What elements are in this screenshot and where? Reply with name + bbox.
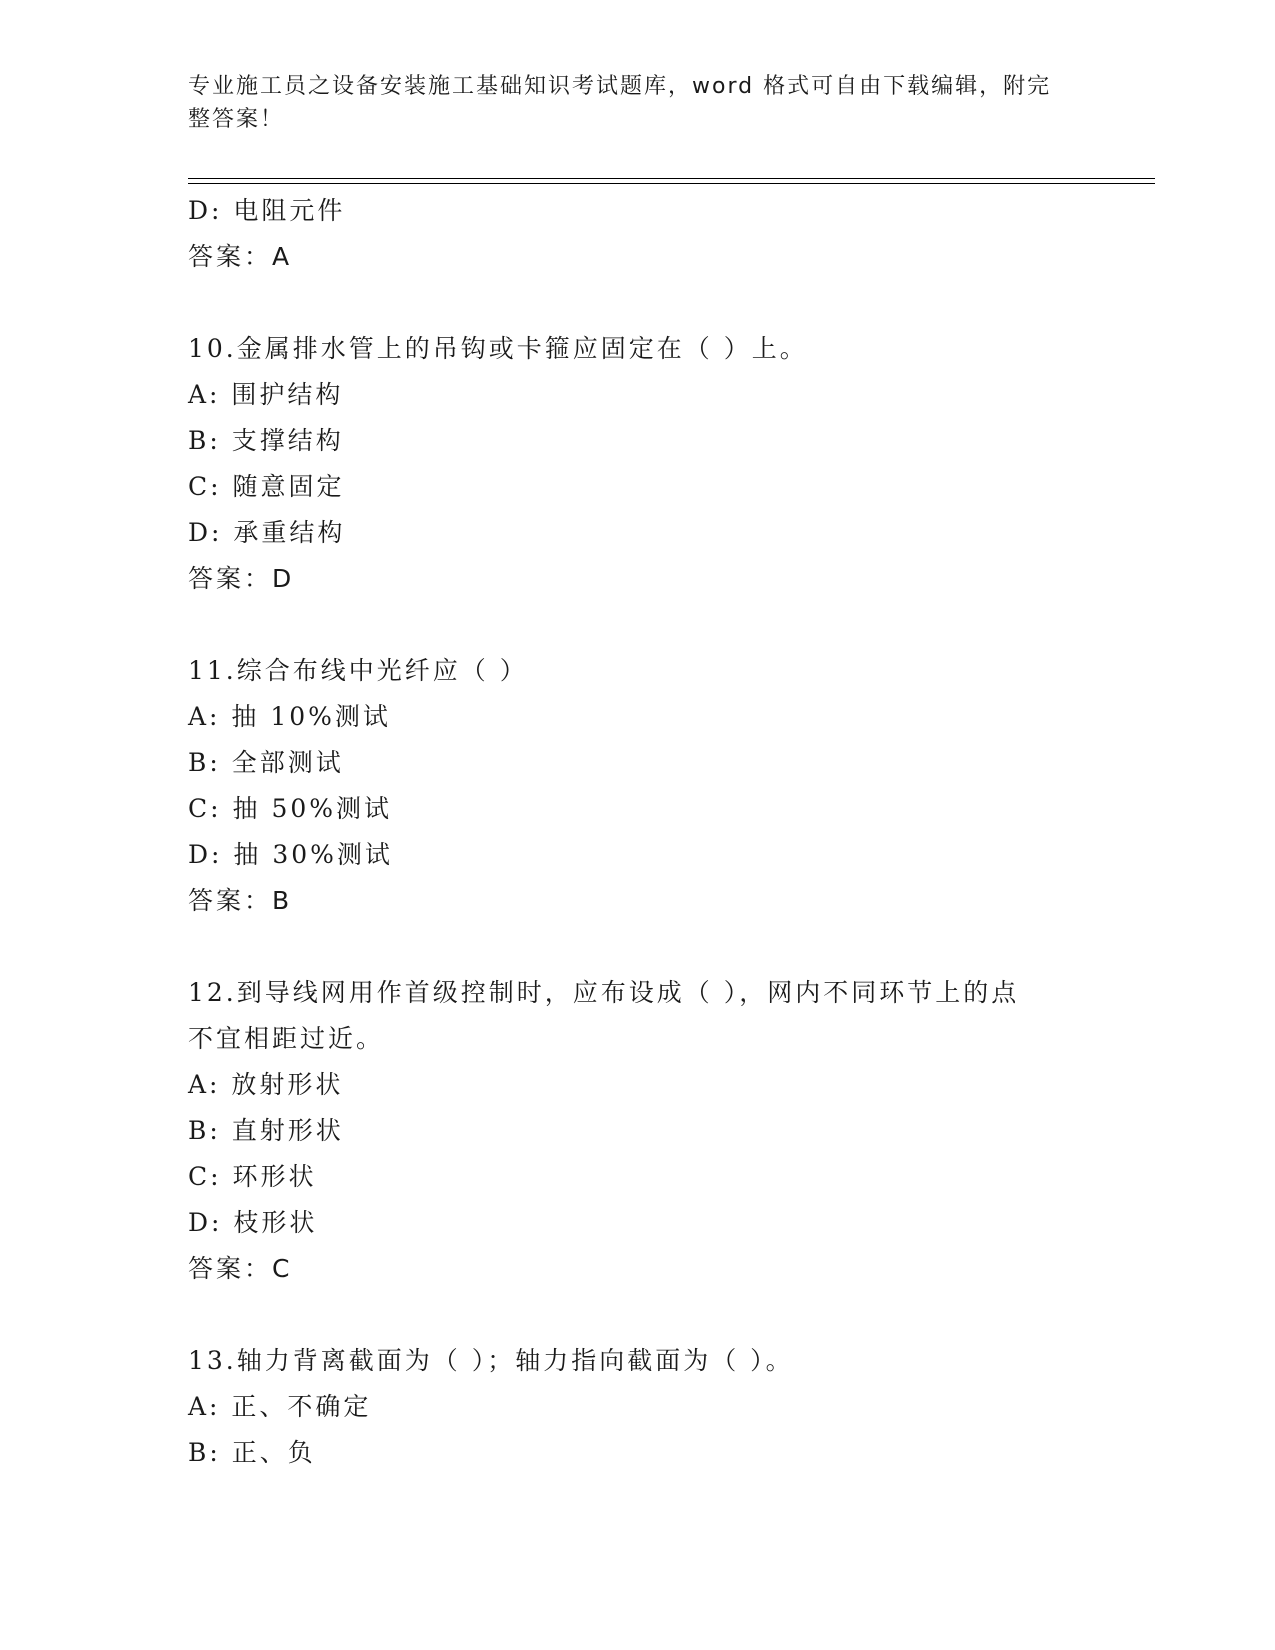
spacer — [188, 602, 1088, 648]
option-a: A: 抽 10%测试 — [188, 702, 391, 731]
header-text: 专业施工员之设备安装施工基础知识考试题库，word 格式可自由下载编辑，附完整答案！ — [188, 74, 1052, 132]
option-a: A: 正、不确定 — [188, 1392, 372, 1421]
answer-line: 答案：A — [188, 242, 293, 271]
option-c: C: 抽 50%测试 — [188, 794, 393, 823]
question-stem-line-1: 12.到导线网用作首级控制时，应布设成（ ），网内不同环节上的点 — [188, 978, 1020, 1007]
option-b: B: 正、负 — [188, 1438, 316, 1467]
question-stem: 13.轴力背离截面为（ ）；轴力指向截面为（ ）。 — [188, 1346, 794, 1375]
option-b: B: 支撑结构 — [188, 426, 344, 455]
option-a: A: 围护结构 — [188, 380, 344, 409]
option-a: A: 放射形状 — [188, 1070, 344, 1099]
question-stem: 10.金属排水管上的吊钩或卡箍应固定在（ ）上。 — [188, 334, 808, 363]
answer-line: 答案：D — [188, 564, 295, 593]
option-d: D: 承重结构 — [188, 518, 346, 547]
spacer — [188, 1292, 1088, 1338]
answer-line: 答案：B — [188, 886, 293, 915]
document-header — [188, 70, 1068, 136]
spacer — [188, 924, 1088, 970]
spacer — [188, 280, 1088, 326]
option-c: C: 随意固定 — [188, 472, 345, 501]
question-list — [188, 188, 1088, 1476]
option-d: D: 电阻元件 — [188, 196, 346, 225]
option-b: B: 直射形状 — [188, 1116, 344, 1145]
option-d: D: 枝形状 — [188, 1208, 318, 1237]
question-stem: 11.综合布线中光纤应（ ） — [188, 656, 528, 685]
answer-line: 答案：C — [188, 1254, 293, 1283]
question-stem-line-2: 不宜相距过近。 — [188, 1024, 385, 1053]
option-d: D: 抽 30%测试 — [188, 840, 393, 869]
option-c: C: 环形状 — [188, 1162, 317, 1191]
header-divider-bottom — [188, 183, 1155, 184]
header-divider-top — [188, 178, 1155, 179]
option-b: B: 全部测试 — [188, 748, 344, 777]
